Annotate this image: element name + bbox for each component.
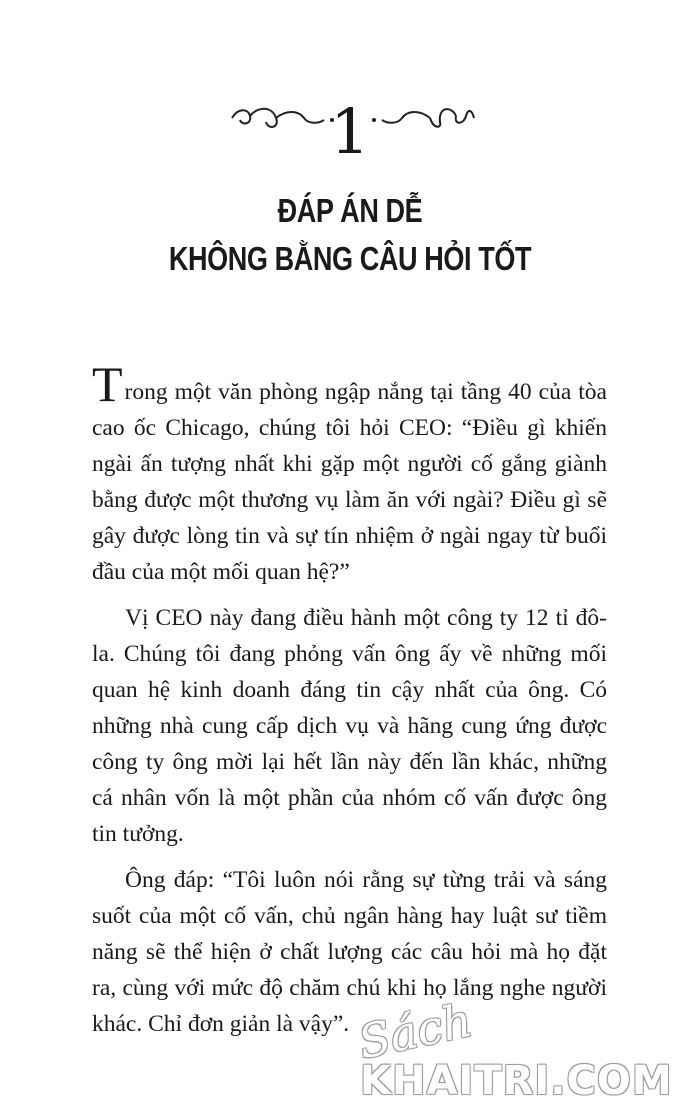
chapter-title-line-1: ĐÁP ÁN DỄ bbox=[277, 192, 423, 229]
watermark-site: KHAITRI.COM bbox=[360, 1058, 673, 1104]
drop-cap: T bbox=[92, 356, 123, 412]
watermark-script: Sách bbox=[353, 992, 477, 1070]
paragraph-3: Ông đáp: “Tôi luôn nói rằng sự từng trải và sáng suốt của một cố vấn, chủ ngân hàng hay luật sư tiềm năng sẽ thể hiện ở chất lượng các câu hỏi mà họ đặt ra, cùng với mức độ chăm chú khi họ lắng nghe người khác. Chỉ đơn giản là vậy”. bbox=[92, 867, 607, 1037]
paragraph-1 bbox=[92, 356, 607, 590]
paragraph-2: Vị CEO này đang điều hành một công ty 12 tỉ đô-la. Chúng tôi đang phỏng vấn ông ấy về những mối quan hệ kinh doanh đáng tin cậy nhất của ông. Có những nhà cung cấp dịch vụ và hãng cung ứng được công ty ông mời lại hết lần này đến lần khác, những cá nhân vốn là một phần của nhóm cố vấn được ông tin tưởng. bbox=[92, 605, 607, 847]
chapter-number: 1 bbox=[330, 95, 370, 168]
paragraph-1-text: rong một văn phòng ngập nắng tại tầng 40 của tòa cao ốc Chicago, chúng tôi hỏi CEO: “Điều gì khiến ngài ấn tượng nhất khi gặp một người cố gắng giành bằng được một thương vụ làm ăn với ngài? Điều gì sẽ gây được lòng tin và sự tín nhiệm ở ngài ngay từ buổi đầu của một mối quan hệ?” bbox=[92, 379, 607, 585]
chapter-body bbox=[92, 356, 607, 1052]
chapter-title-line-2: KHÔNG BẰNG CÂU HỎI TỐT bbox=[168, 240, 532, 277]
